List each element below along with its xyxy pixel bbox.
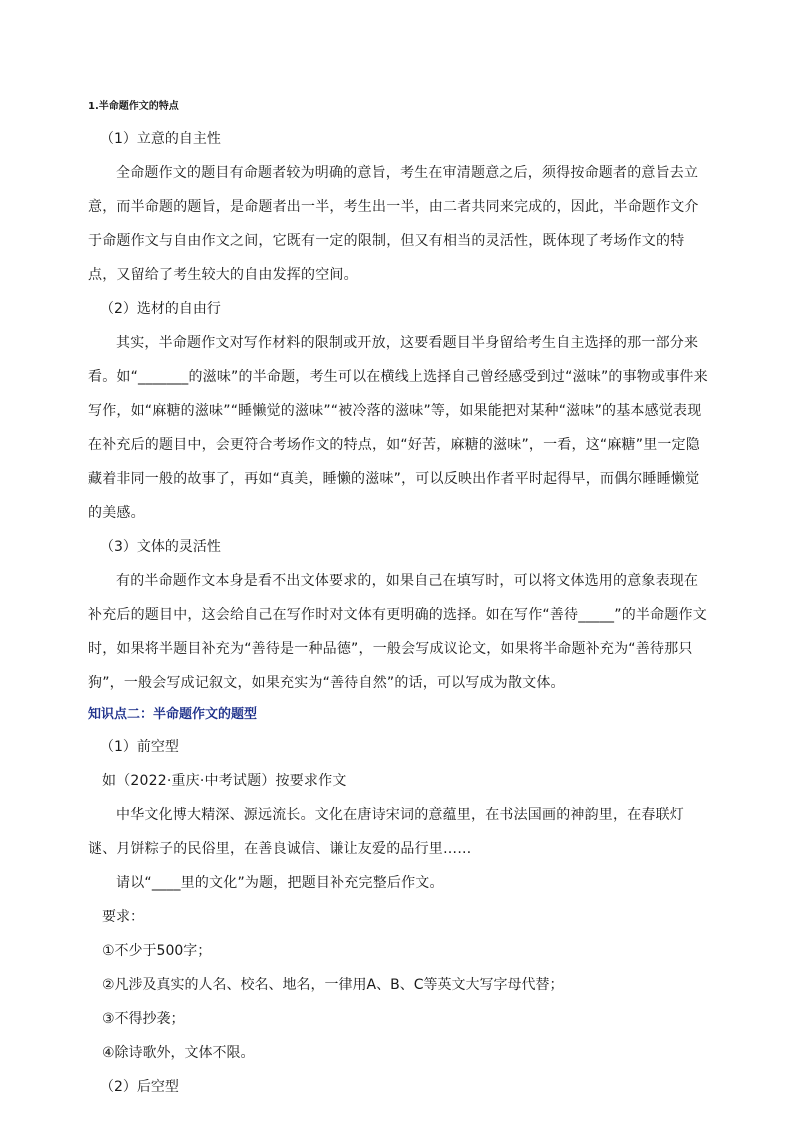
section-heading-features: 1.半命题作文的特点: [88, 101, 179, 112]
requirement-item: ③不得抄袭；: [102, 1011, 185, 1027]
requirement-item: ②凡涉及真实的人名、校名、地名，一律用A、B、C等英文大写字母代替；: [102, 977, 564, 993]
requirements-label: 要求：: [102, 909, 144, 925]
subheading-front-blank: （1）前空型: [100, 739, 179, 755]
paragraph-culture: 中华文化博大精深、源远流长。文化在唐诗宋词的意蕴里，在书法国画的神韵里，在春联灯谜、月饼粽子的民俗里，在善良诚信、谦让友爱的品行里……: [88, 807, 684, 857]
document-content: [88, 100, 708, 1104]
knowledge-point-heading: 知识点二：半命题作文的题型: [88, 707, 258, 722]
example-source: 如（2022·重庆·中考试题）按要求作文: [102, 773, 347, 789]
writing-prompt: 请以“____里的文化”为题，把题目补充完整后作文。: [116, 875, 444, 891]
subheading-material-freedom: （2）选材的自由行: [100, 301, 221, 317]
requirement-item: ④除诗歌外，文体不限。: [102, 1045, 255, 1061]
subheading-back-blank: （2）后空型: [100, 1079, 179, 1095]
subheading-theme-autonomy: （1）立意的自主性: [100, 131, 221, 147]
requirement-item: ①不少于500字；: [102, 943, 212, 959]
paragraph-material-freedom: 其实，半命题作文对写作材料的限制或开放，这要看题目半身留给考生自主选择的那一部分来看。如“_______的滋味”的半命题，考生可以在横线上选择自己曾经感受到过“滋味”的事物或事件来写作，如“麻糖的滋味”“睡懒觉的滋味”“被冷落的滋味”等，如果能把对某种“滋味”的基本感觉表现在补充后的题目中，会更符合考场作文的特点，如“好苦，麻糖的滋味”，一看，这“麻糖”里一定隐藏着非同一般的故事了，再如“真美，睡懒的滋味”，可以反映出作者平时起得早，而偶尔睡睡懒觉的美感。: [88, 335, 708, 521]
paragraph-genre-flexibility: 有的半命题作文本身是看不出文体要求的，如果自己在填写时，可以将文体选用的意象表现在补充后的题目中，这会给自己在写作时对文体有更明确的选择。如在写作“善待_____”的半命题作文时，如果将半题目补充为“善待是一种品德”，一般会写成议论文，如果将半命题补充为“善待那只狗”，一般会写成记叙文，如果充实为“善待自然”的话，可以写成为散文体。: [88, 573, 707, 691]
paragraph-theme-autonomy: 全命题作文的题目有命题者较为明确的意旨，考生在审清题意之后，须得按命题者的意旨去立意，而半命题的题旨，是命题者出一半，考生出一半，由二者共同来完成的，因此，半命题作文介于命题作文与自由作文之间，它既有一定的限制，但又有相当的灵活性，既体现了考场作文的特点，又留给了考生较大的自由发挥的空间。: [88, 165, 699, 283]
subheading-genre-flexibility: （3）文体的灵活性: [100, 539, 221, 555]
